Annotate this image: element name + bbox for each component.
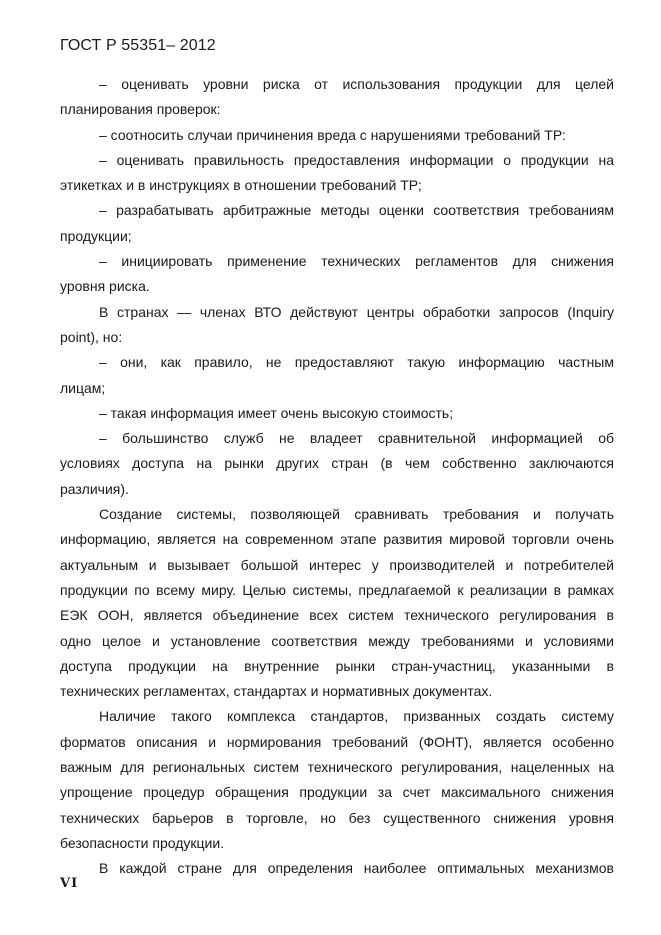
- text-line: планирования проверок:: [60, 101, 221, 118]
- text-line: Cоздание системы, позволяющей сравнивать требования и получать: [99, 506, 614, 523]
- text-line: информацию, является на современном этапе развития мировой торговли очень: [60, 531, 614, 548]
- standard-header: ГОСТ Р 55351– 2012: [60, 37, 216, 54]
- text-line: одно целое и установление соответствия между требованиями и условиями: [60, 632, 614, 649]
- text-line: ЕЭК ООН, является объединение всех систем технического регулирования в: [60, 607, 614, 624]
- text-line: продукции;: [60, 227, 132, 244]
- text-line: – соотносить случаи причинения вреда с нарушениями требований ТР:: [99, 126, 566, 143]
- text-line: уровня риска.: [60, 278, 150, 295]
- text-line: технических регламентах, стандартах и нормативных документах.: [60, 683, 493, 700]
- text-line: безопасности продукции.: [60, 834, 225, 851]
- text-line: этикетках и в инструкциях в отношении требований ТР;: [60, 177, 422, 194]
- text-line: В каждой стране для определения наиболее оптимальных механизмов: [99, 860, 614, 877]
- text-line: – они, как правило, не предоставляют такую информацию частным: [99, 354, 614, 371]
- text-line: упрощение процедур обращения продукции за счет максимального снижения: [60, 784, 614, 801]
- text-line: В странах — членах ВТО действуют центры обработки запросов (Inquiry: [99, 303, 614, 320]
- text-line: point), но:: [60, 328, 123, 345]
- body-text: [60, 72, 614, 882]
- text-line: продукции по всему миру. Целью системы, предлагаемой к реализации в рамках: [60, 581, 614, 598]
- text-line: – большинство служб не владеет сравнительной информацией об: [99, 430, 614, 447]
- text-line: – разрабатывать арбитражные методы оценки соответствия требованиям: [99, 202, 614, 219]
- text-line: актуальным и вызывает большой интерес у производителей и потребителей: [60, 556, 614, 573]
- text-line: доступа продукции на внутренние рынки стран-участниц, указанными в: [60, 657, 614, 674]
- text-line: важным для региональных систем технического регулирования, нацеленных на: [60, 759, 614, 776]
- text-line: Наличие такого комплекса стандартов, призванных создать систему: [99, 708, 614, 725]
- text-line: – инициировать применение технических регламентов для снижения: [99, 253, 614, 270]
- text-line: – оценивать правильность предоставления информации о продукции на: [99, 151, 614, 168]
- text-line: различия).: [60, 480, 129, 497]
- text-line: – такая информация имеет очень высокую стоимость;: [99, 404, 454, 421]
- text-line: форматов описания и нормирования требований (ФОНТ), является особенно: [60, 733, 614, 750]
- text-line: – оценивать уровни риска от использования продукции для целей: [99, 76, 614, 92]
- text-line: лицам;: [60, 379, 106, 396]
- page-number: VI: [60, 876, 79, 891]
- text-line: условиях доступа на рынки других стран (в чем собственно заключаются: [60, 455, 614, 472]
- text-line: технических барьеров в торговле, но без существенного снижения уровня: [60, 809, 614, 826]
